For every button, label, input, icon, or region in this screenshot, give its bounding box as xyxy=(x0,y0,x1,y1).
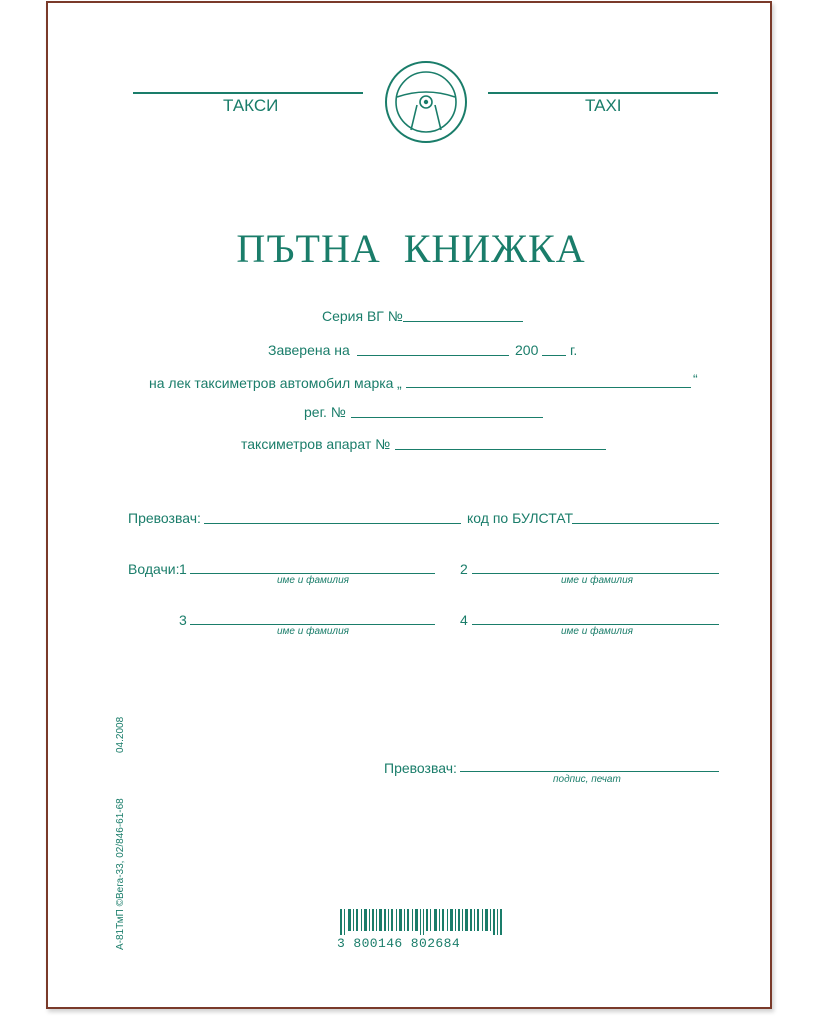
taximeter-label: таксиметров апарат № xyxy=(241,436,391,452)
document-title: ПЪТНА КНИЖКА xyxy=(236,226,586,271)
certified-date-field[interactable] xyxy=(357,355,509,356)
taximeter-field[interactable] xyxy=(395,449,606,450)
driver-4-number: 4 xyxy=(460,612,468,628)
signature-hint: подпис, печат xyxy=(553,774,621,785)
header-taxi-bg: ТАКСИ xyxy=(223,96,279,115)
print-date: 04.2008 xyxy=(115,716,126,753)
series-field[interactable] xyxy=(403,321,523,322)
reg-no-field[interactable] xyxy=(351,417,543,418)
header-taxi-en: TAXI xyxy=(585,96,622,115)
carrier-label: Превозвач: xyxy=(128,510,201,526)
year-suffix: г. xyxy=(570,342,578,358)
publisher-info: А-81ТмП ©Вега-33, 02/846-61-68 xyxy=(115,798,126,950)
header-right-rule xyxy=(488,92,718,94)
header-left-rule xyxy=(133,92,363,94)
driver-1-hint: име и фамилия xyxy=(277,575,349,586)
driver-2-number: 2 xyxy=(460,561,468,577)
barcode-digits: 3 800146 802684 xyxy=(337,936,461,951)
certified-label: Заверена на xyxy=(268,342,350,358)
driver-1-number: 1 xyxy=(179,561,187,577)
signature-label: Превозвач: xyxy=(384,760,457,776)
road-book-cover xyxy=(46,1,772,1009)
series-label: Серия ВГ № xyxy=(322,308,403,324)
driver-2-field[interactable] xyxy=(472,573,719,574)
driver-3-hint: име и фамилия xyxy=(277,626,349,637)
drivers-label: Водачи: xyxy=(128,561,180,577)
car-brand-field[interactable] xyxy=(406,387,691,388)
signature-field[interactable] xyxy=(460,771,719,772)
year-field[interactable] xyxy=(542,355,566,356)
driver-1-field[interactable] xyxy=(190,573,435,574)
bulstat-label: код по БУЛСТАТ xyxy=(467,510,574,526)
driver-3-field[interactable] xyxy=(190,624,435,625)
steering-wheel-icon xyxy=(381,57,471,147)
driver-4-field[interactable] xyxy=(472,624,719,625)
driver-4-hint: име и фамилия xyxy=(561,626,633,637)
driver-2-hint: име и фамилия xyxy=(561,575,633,586)
quote-open: „ xyxy=(397,375,402,391)
reg-no-label: рег. № xyxy=(304,404,346,420)
carrier-field[interactable] xyxy=(204,523,461,524)
car-brand-label: на лек таксиметров автомобил марка xyxy=(149,375,394,391)
barcode-image xyxy=(340,909,504,935)
bulstat-field[interactable] xyxy=(572,523,719,524)
quote-close: “ xyxy=(693,371,698,387)
driver-3-number: 3 xyxy=(179,612,187,628)
year-prefix: 200 xyxy=(515,342,539,358)
